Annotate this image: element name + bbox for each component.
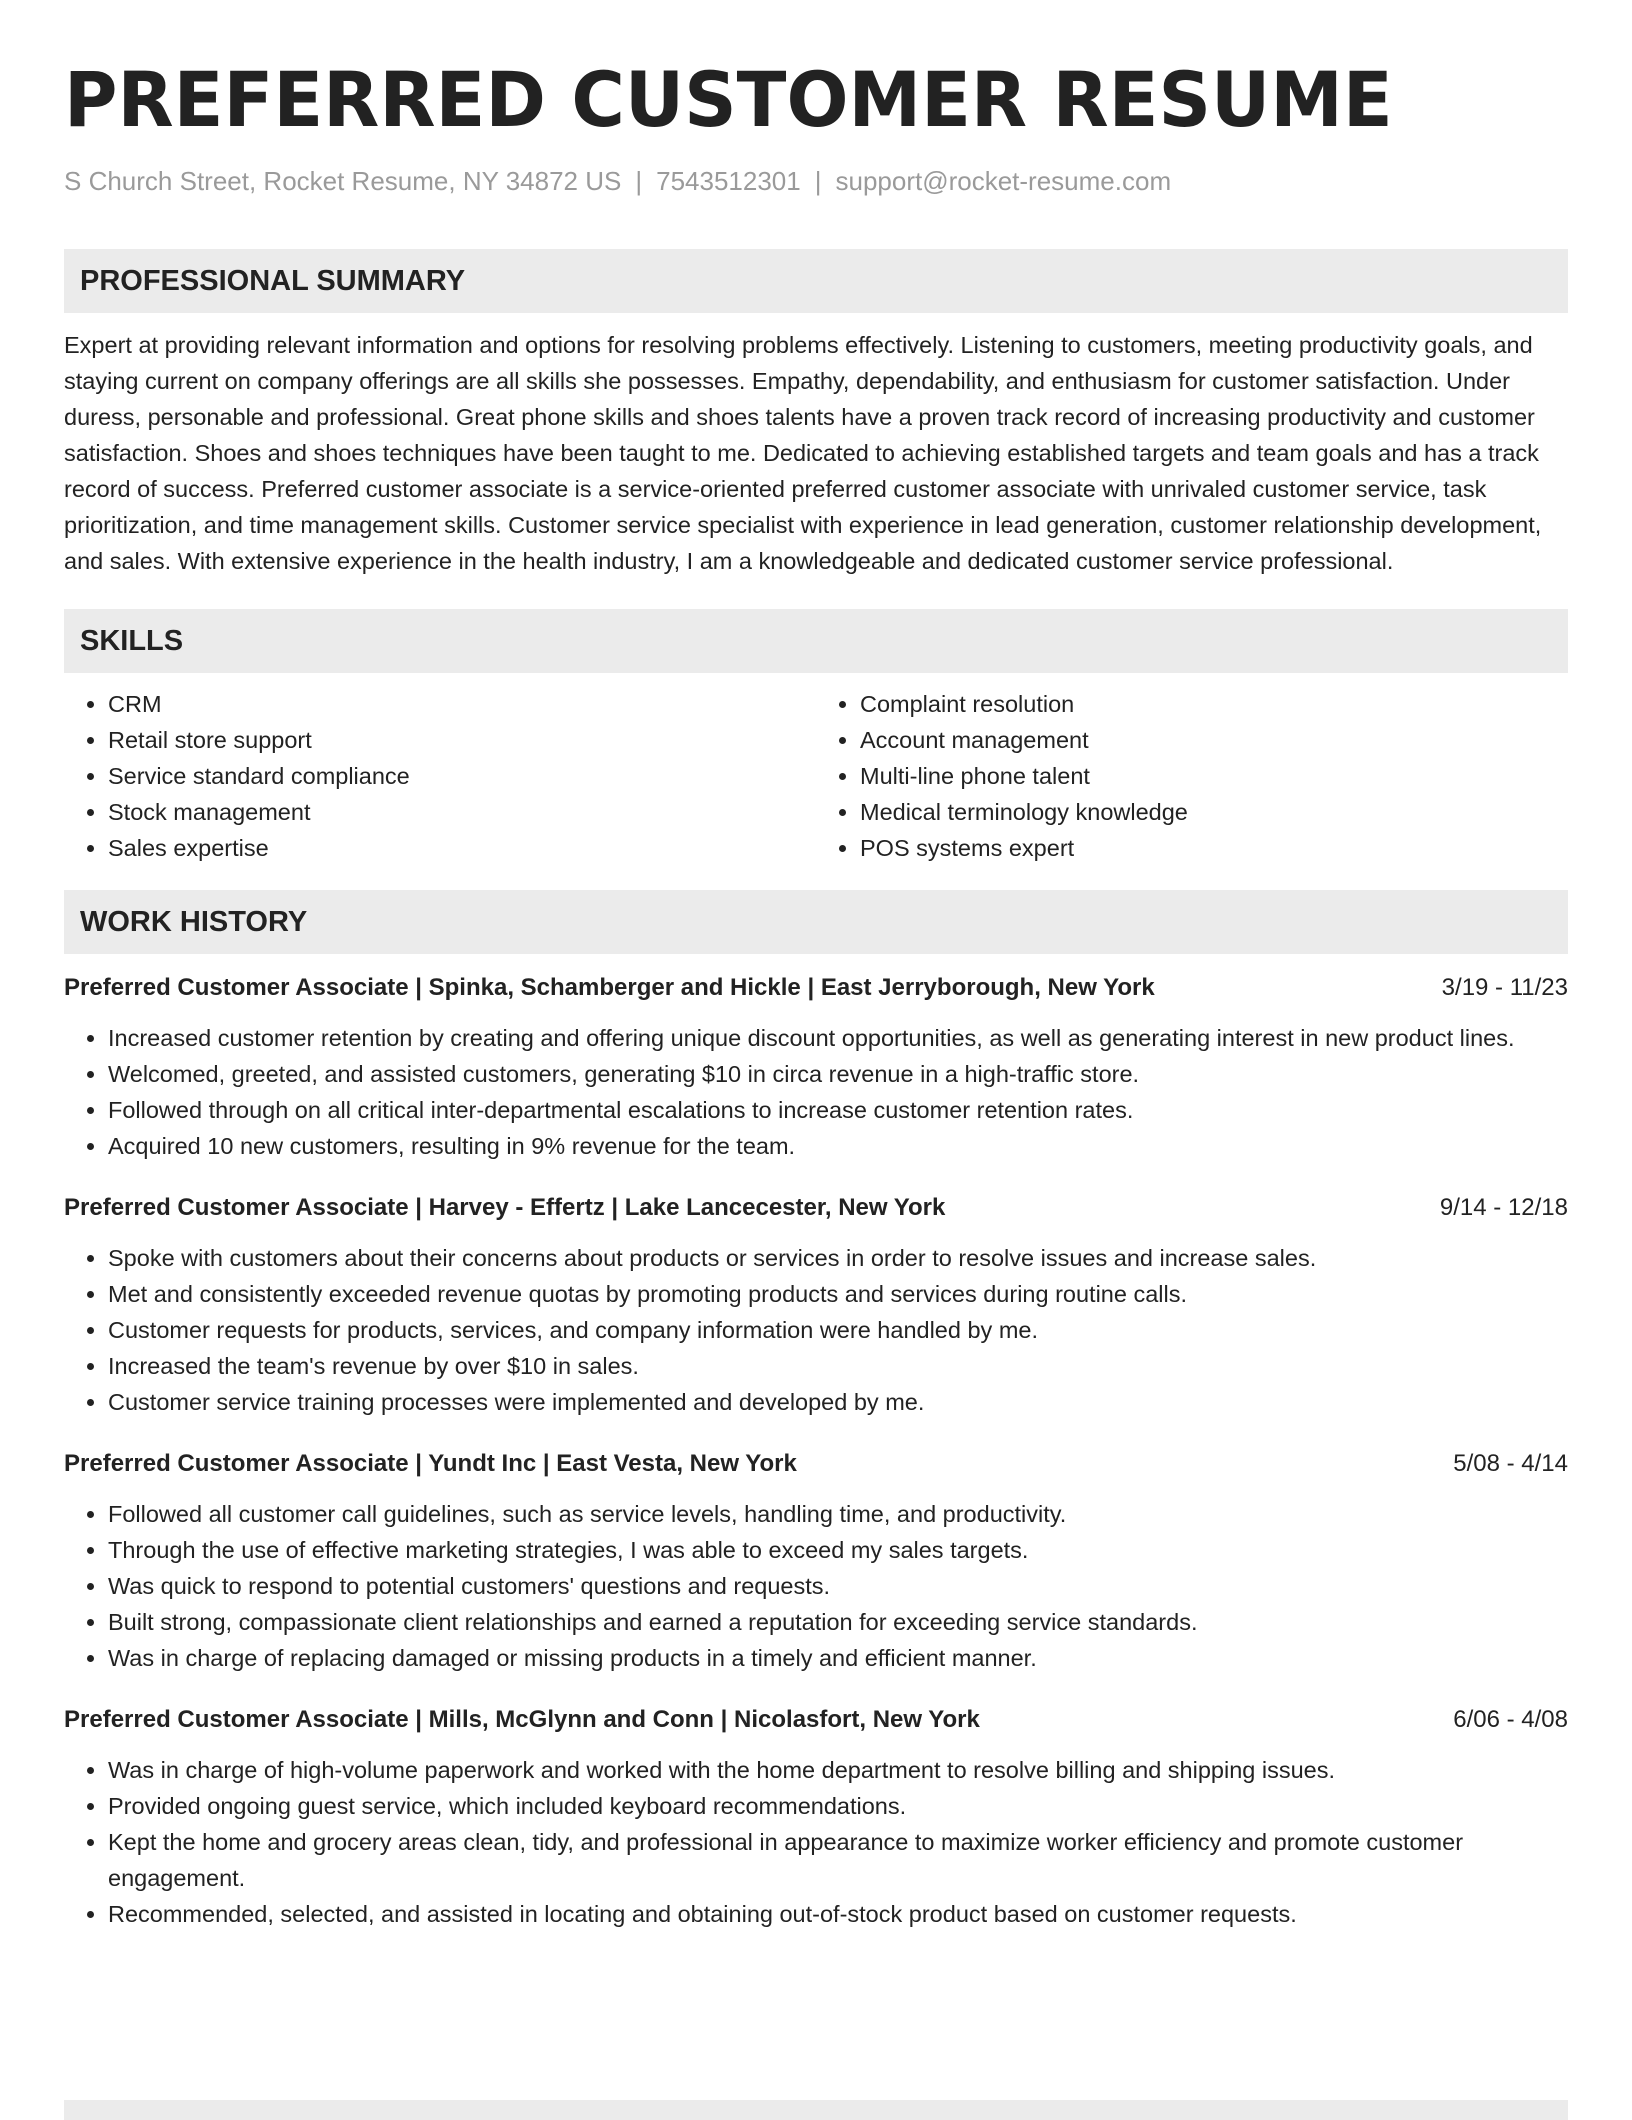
job-bullet: • Provided ongoing guest service, which included keyboard recommendations. [108,1788,1568,1824]
job-bullet: • Built strong, compassionate client relationships and earned a reputation for exceeding service standards. [108,1604,1568,1640]
job-bullet: • Welcomed, greeted, and assisted customers, generating $10 in circa revenue in a high-traffic store. [108,1056,1568,1092]
job-bullet: • Customer requests for products, services, and company information were handled by me. [108,1312,1568,1348]
contact-line [64,166,1568,197]
skill-item: • Complaint resolution [860,686,1568,722]
job-bullet: • Followed through on all critical inter-departmental escalations to increase customer retention rates. [108,1092,1568,1128]
job-entry [64,1702,1568,1932]
resume-page [64,52,1568,1932]
skill-item: • Service standard compliance [108,758,816,794]
job-bullet: • Increased customer retention by creating and offering unique discount opportunities, as well as generating interest in new product lines. [108,1020,1568,1056]
job-title: Preferred Customer Associate | Mills, McGlynn and Conn | Nicolasfort, New York [64,1706,980,1733]
skills-grid [64,686,1568,866]
skill-item: • Sales expertise [108,830,816,866]
job-bullets [64,1240,1568,1420]
job-bullet: • Recommended, selected, and assisted in locating and obtaining out-of-stock product based on customer requests. [108,1896,1568,1932]
job-bullet: • Through the use of effective marketing strategies, I was able to exceed my sales targets. [108,1532,1568,1568]
summary-text: Expert at providing relevant information and options for resolving problems effectively. Listening to customers, meeting productivity goals, and staying current on company offerings are all skills she possesses. Empathy, dependability, and enthusiasm for customer satisfaction. Under duress, personable and professional. Great phone skills and shoes talents have a proven track record of increasing productivity and customer satisfaction. Shoes and shoes techniques have been taught to me. Dedicated to achieving established targets and team goals and has a track record of success. Preferred customer associate is a service-oriented preferred customer associate with unrivaled customer service, task prioritization, and time management skills. Customer service specialist with experience in lead generation, customer relationship development, and sales. With extensive experience in the health industry, I am a knowledgeable and dedicated customer service professional. [64,332,1542,574]
job-bullet: • Followed all customer call guidelines, such as service levels, handling time, and productivity. [108,1496,1568,1532]
contact-address: S Church Street, Rocket Resume, NY 34872 US [64,166,622,196]
section-header-work-history: WORK HISTORY [64,890,1568,954]
skills-column-left [64,686,816,866]
job-dates: 3/19 - 11/23 [1441,974,1568,1001]
job-title: Preferred Customer Associate | Spinka, Schamberger and Hickle | East Jerryborough, New York [64,974,1155,1001]
skill-item: • POS systems expert [860,830,1568,866]
job-bullet: • Met and consistently exceeded revenue quotas by promoting products and services during routine calls. [108,1276,1568,1312]
job-bullets [64,1752,1568,1932]
job-title-row [64,1446,1568,1482]
job-bullet: • Acquired 10 new customers, resulting in 9% revenue for the team. [108,1128,1568,1164]
job-title: Preferred Customer Associate | Harvey - Effertz | Lake Lancecester, New York [64,1194,946,1221]
job-title-row [64,970,1568,1006]
skills-column-right [816,686,1568,866]
skill-item: • Medical terminology knowledge [860,794,1568,830]
skill-item: • Multi-line phone talent [860,758,1568,794]
job-entry [64,1446,1568,1676]
contact-separator: | [635,166,643,196]
job-bullet: • Was in charge of replacing damaged or missing products in a timely and efficient manner. [108,1640,1568,1676]
job-bullet: • Spoke with customers about their concerns about products or services in order to resolve issues and increase sales. [108,1240,1568,1276]
job-title: Preferred Customer Associate | Yundt Inc | East Vesta, New York [64,1450,797,1477]
next-section-header-edge [64,2100,1568,2120]
job-bullet: • Increased the team's revenue by over $10 in sales. [108,1348,1568,1384]
contact-phone: 7543512301 [656,166,801,196]
skill-item: • Account management [860,722,1568,758]
contact-separator: | [814,166,822,196]
job-entry [64,1190,1568,1420]
job-dates: 5/08 - 4/14 [1453,1450,1568,1477]
job-bullets [64,1496,1568,1676]
job-bullet: • Customer service training processes were implemented and developed by me. [108,1384,1568,1420]
job-bullet: • Kept the home and grocery areas clean, tidy, and professional in appearance to maximize worker efficiency and promote customer engagement. [108,1824,1568,1896]
section-header-summary: PROFESSIONAL SUMMARY [64,249,1568,313]
job-entry [64,970,1568,1164]
contact-email: support@rocket-resume.com [835,166,1172,196]
resume-title: PREFERRED CUSTOMER RESUME [64,55,1393,144]
job-title-row [64,1190,1568,1226]
skill-item: • Retail store support [108,722,816,758]
section-header-skills: SKILLS [64,609,1568,673]
job-bullet: • Was in charge of high-volume paperwork and worked with the home department to resolve billing and shipping issues. [108,1752,1568,1788]
skill-item: • Stock management [108,794,816,830]
job-bullets [64,1020,1568,1164]
job-dates: 9/14 - 12/18 [1439,1194,1568,1221]
job-title-row [64,1702,1568,1738]
skill-item: • CRM [108,686,816,722]
job-dates: 6/06 - 4/08 [1453,1706,1568,1733]
job-bullet: • Was quick to respond to potential customers' questions and requests. [108,1568,1568,1604]
